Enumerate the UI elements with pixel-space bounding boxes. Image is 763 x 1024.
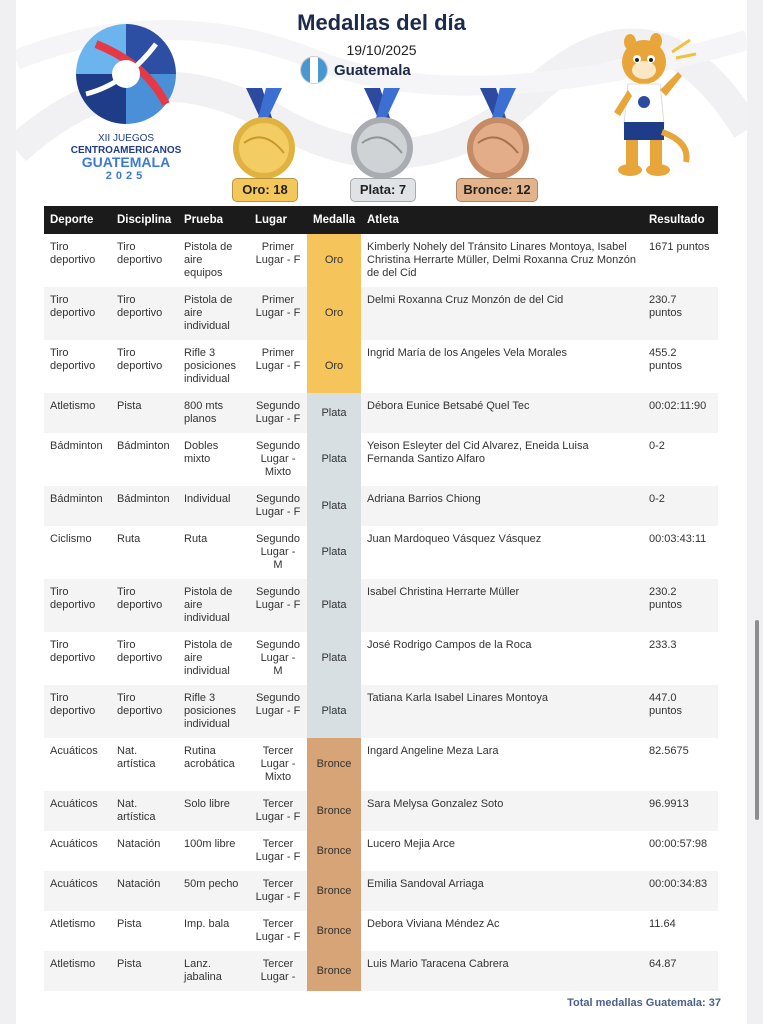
table-row (44, 526, 718, 579)
cell-prueba: Imp. bala (184, 918, 230, 930)
cell-medalla: Bronce (307, 791, 361, 831)
table-header-row (44, 206, 718, 234)
cell-deporte: Bádminton (50, 440, 103, 452)
cell-disciplina: Tiro deportivo (111, 579, 178, 632)
bronze-count-badge: Bronce: 12 (456, 178, 538, 202)
report-date: 19/10/2025 (346, 42, 417, 58)
column-header-atleta: Atleta (361, 206, 643, 234)
cell-disciplina: Natación (117, 838, 161, 850)
cell-resultado: 230.7 puntos (643, 287, 718, 340)
cell-medalla: Plata (307, 393, 361, 433)
cell-lugar: Segundo Lugar - F (249, 579, 307, 632)
column-header-medalla: Medalla (307, 206, 361, 234)
cell-atleta: Kimberly Nohely del Tránsito Linares Montoya, Isabel Christina Herrarte Müller, Delmi Roxanna Cruz Monzón de del Cid (367, 241, 636, 279)
cell-medalla: Plata (307, 433, 361, 486)
table-row (44, 632, 718, 685)
cell-lugar: Tercer Lugar - F (249, 871, 307, 911)
table-row (44, 685, 718, 738)
cell-medalla: Bronce (307, 951, 361, 991)
cell-atleta: Sara Melysa Gonzalez Soto (361, 791, 643, 831)
bronze-medal-summary (458, 88, 538, 203)
cell-deporte: Atletismo (50, 918, 96, 930)
column-header-lugar: Lugar (249, 206, 307, 234)
cell-disciplina: Pista (111, 951, 178, 991)
cell-medalla: Bronce (307, 871, 361, 911)
cell-atleta: Ingard Angeline Meza Lara (367, 745, 499, 757)
gold-count-badge: Oro: 18 (232, 178, 298, 202)
cell-medalla: Plata (307, 579, 361, 632)
cell-resultado: 64.87 (643, 951, 718, 991)
table-row (44, 738, 718, 791)
cell-atleta: Juan Mardoqueo Vásquez Vásquez (367, 533, 542, 545)
cell-deporte: Atletismo (44, 393, 111, 433)
cell-resultado: 82.5675 (649, 745, 689, 757)
cell-medalla: Oro (307, 287, 361, 340)
cell-deporte: Tiro deportivo (44, 287, 111, 340)
cell-prueba: Pistola de aire individual (184, 639, 233, 677)
cell-deporte: Tiro deportivo (50, 639, 96, 664)
cell-resultado: 447.0 puntos (643, 685, 718, 738)
svg-text:CENTROAMERICANOS: CENTROAMERICANOS (70, 145, 182, 156)
cell-atleta: José Rodrigo Campos de la Roca (367, 639, 532, 651)
cell-medalla: Plata (307, 486, 361, 526)
svg-text:XII JUEGOS: XII JUEGOS (97, 133, 155, 144)
cell-prueba: Pistola de aire individual (178, 287, 249, 340)
cell-atleta: Ingrid María de los Angeles Vela Morales (367, 347, 567, 359)
cell-prueba: Solo libre (178, 791, 249, 831)
cell-lugar: Tercer Lugar - F (255, 838, 301, 863)
cell-disciplina: Tiro deportivo (117, 347, 163, 372)
cell-medalla: Plata (307, 632, 361, 685)
cell-lugar: Primer Lugar - F (249, 287, 307, 340)
cell-lugar: Tercer Lugar - F (255, 918, 301, 943)
medal-results-table (44, 206, 718, 991)
cell-prueba: Pistola de aire equipos (184, 241, 233, 279)
table-row (44, 831, 718, 871)
table-row (44, 871, 718, 911)
scrollbar[interactable] (755, 620, 759, 820)
cell-resultado: 230.2 puntos (643, 579, 718, 632)
table-row (44, 393, 718, 433)
cell-prueba: Dobles mixto (184, 440, 219, 465)
guatemala-flag-icon (300, 56, 328, 84)
cell-medalla: Oro (307, 340, 361, 393)
table-row (44, 911, 718, 951)
cell-lugar: Primer Lugar - F (255, 241, 301, 266)
table-row (44, 340, 718, 393)
cell-lugar: Segundo Lugar - Mixto (255, 440, 301, 478)
cell-prueba: 100m libre (184, 838, 236, 850)
column-header-resultado: Resultado (643, 206, 718, 234)
cell-prueba: Rutina acrobática (184, 745, 235, 770)
cell-resultado: 1671 puntos (649, 241, 710, 253)
column-header-disciplina: Disciplina (111, 206, 178, 234)
cell-disciplina: Tiro deportivo (117, 639, 163, 664)
cell-atleta: Tatiana Karla Isabel Linares Montoya (361, 685, 643, 738)
country-name: Guatemala (334, 61, 411, 79)
table-row (44, 433, 718, 486)
jaguar-mascot (610, 32, 700, 182)
table-row (44, 234, 718, 287)
cell-resultado: 0-2 (649, 440, 665, 452)
cell-lugar: Tercer Lugar - Mixto (260, 745, 296, 783)
cell-disciplina: Tiro deportivo (117, 241, 163, 266)
cell-lugar: Segundo Lugar - M (255, 639, 301, 677)
table-row (44, 791, 718, 831)
cell-disciplina: Tiro deportivo (111, 685, 178, 738)
svg-text:GUATEMALA: GUATEMALA (81, 154, 171, 170)
gold-medal-summary (224, 88, 304, 203)
cell-lugar: Segundo Lugar - F (249, 685, 307, 738)
column-header-deporte: Deporte (44, 206, 111, 234)
cell-atleta: Débora Eunice Betsabé Quel Tec (361, 393, 643, 433)
cell-lugar: Primer Lugar - F (255, 347, 301, 372)
cell-disciplina: Tiro deportivo (111, 287, 178, 340)
table-row (44, 486, 718, 526)
cell-atleta: Isabel Christina Herrarte Müller (361, 579, 643, 632)
cell-disciplina: Pista (117, 918, 142, 930)
column-header-prueba: Prueba (178, 206, 249, 234)
cell-disciplina: Ruta (117, 533, 141, 545)
cell-deporte: Tiro deportivo (44, 579, 111, 632)
cell-resultado: 96.9913 (643, 791, 718, 831)
total-medals-footer: Total medallas Guatemala: 37 (567, 997, 721, 1009)
cell-atleta: Delmi Roxanna Cruz Monzón de del Cid (361, 287, 643, 340)
cell-medalla: Bronce (307, 831, 361, 871)
cell-resultado: 00:03:43:11 (649, 533, 707, 545)
cell-lugar: Tercer Lugar - (249, 951, 307, 991)
cell-atleta: Lucero Mejia Arce (367, 838, 456, 850)
cell-atleta: Debora Viviana Méndez Ac (367, 918, 500, 930)
cell-deporte: Ciclismo (50, 533, 92, 545)
cell-medalla: Plata (307, 685, 361, 738)
cell-resultado: 00:00:57:98 (649, 838, 708, 850)
cell-disciplina: Nat. artística (111, 791, 178, 831)
cell-resultado: 0-2 (643, 486, 718, 526)
cell-atleta: Luis Mario Taracena Cabrera (361, 951, 643, 991)
silver-medal-summary (342, 88, 422, 203)
bronze-medal-icon (458, 88, 538, 180)
cell-prueba: Lanz. jabalina (178, 951, 249, 991)
jaguar-mascot-icon (610, 32, 700, 182)
cell-prueba: Pistola de aire individual (178, 579, 249, 632)
cell-atleta: Adriana Barrios Chiong (361, 486, 643, 526)
cell-disciplina: Bádminton (117, 440, 170, 452)
cell-deporte: Acuáticos (44, 871, 111, 911)
cell-resultado: 00:00:34:83 (643, 871, 718, 911)
cell-disciplina: Bádminton (111, 486, 178, 526)
cell-lugar: Segundo Lugar - M (255, 533, 301, 571)
cell-deporte: Bádminton (44, 486, 111, 526)
cell-medalla: Plata (307, 526, 361, 579)
cell-disciplina: Natación (111, 871, 178, 911)
gold-medal-icon (224, 88, 304, 180)
cell-resultado: 233.3 (649, 639, 677, 651)
cell-deporte: Tiro deportivo (50, 241, 96, 266)
medal-report-page (16, 0, 747, 1024)
cell-prueba: Rifle 3 posiciones individual (178, 685, 249, 738)
silver-count-badge: Plata: 7 (350, 178, 416, 202)
cell-prueba: Individual (178, 486, 249, 526)
cell-medalla: Bronce (307, 911, 361, 951)
cell-deporte: Acuáticos (44, 791, 111, 831)
country-label (300, 58, 411, 82)
table-row (44, 579, 718, 632)
cell-atleta: Yeison Esleyter del Cid Alvarez, Eneida Luisa Fernanda Santizo Alfaro (367, 440, 589, 465)
cell-deporte: Atletismo (44, 951, 111, 991)
cell-disciplina: Pista (111, 393, 178, 433)
cell-atleta: Emilia Sandoval Arriaga (361, 871, 643, 911)
cell-medalla: Bronce (307, 738, 361, 791)
cell-medalla: Oro (307, 234, 361, 287)
cell-deporte: Tiro deportivo (50, 347, 96, 372)
cell-lugar: Tercer Lugar - F (249, 791, 307, 831)
cell-prueba: 800 mts planos (178, 393, 249, 433)
svg-text:2025: 2025 (105, 170, 147, 182)
cell-resultado: 455.2 puntos (649, 347, 683, 372)
report-header (16, 0, 747, 204)
cell-deporte: Tiro deportivo (44, 685, 111, 738)
cell-lugar: Segundo Lugar - F (249, 393, 307, 433)
cell-prueba: Rifle 3 posiciones individual (184, 347, 236, 385)
cell-resultado: 00:02:11:90 (643, 393, 718, 433)
cell-deporte: Acuáticos (50, 838, 98, 850)
cell-prueba: Ruta (184, 533, 208, 545)
cell-prueba: 50m pecho (178, 871, 249, 911)
cell-resultado: 11.64 (649, 918, 676, 930)
cell-disciplina: Nat. artística (117, 745, 156, 770)
table-row (44, 287, 718, 340)
cell-lugar: Segundo Lugar - F (249, 486, 307, 526)
page-title: Medallas del día (297, 10, 466, 35)
table-row (44, 951, 718, 991)
silver-medal-icon (342, 88, 422, 180)
cell-deporte: Acuáticos (50, 745, 98, 757)
